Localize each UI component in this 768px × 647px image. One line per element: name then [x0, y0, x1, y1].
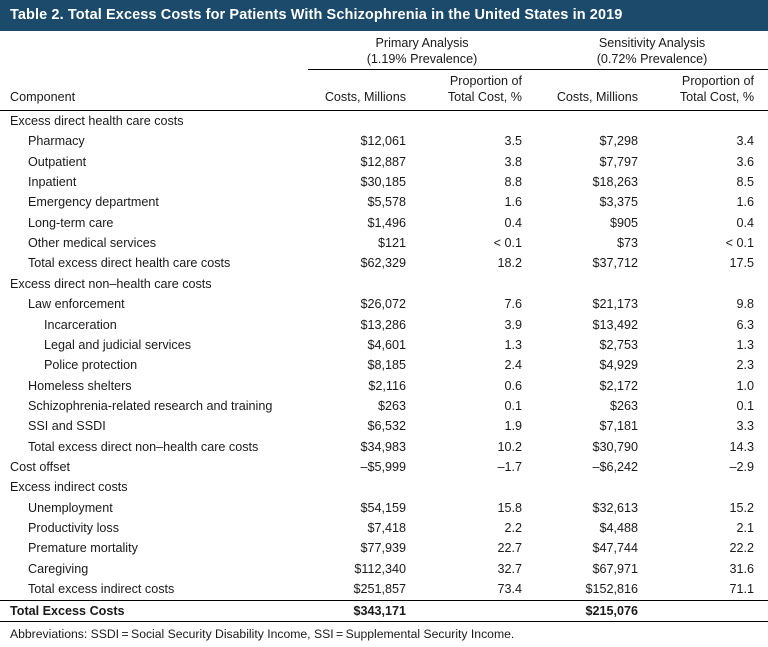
- row-primary-proportion: 1.9: [504, 419, 523, 434]
- column-header-sensitivity-proportion: [652, 70, 768, 110]
- row-sensitivity-proportion: [652, 600, 768, 621]
- row-primary-cost: $251,857: [353, 582, 406, 597]
- row-component-label: Legal and judicial services: [44, 337, 192, 352]
- row-sensitivity-cost: $32,613: [592, 500, 639, 515]
- row-sensitivity-cost: $30,790: [592, 439, 639, 454]
- row-sensitivity-proportion: 3.6: [736, 154, 755, 169]
- row-sensitivity-proportion: [652, 274, 768, 294]
- column-header-primary-proportion: [420, 70, 536, 110]
- row-sensitivity-proportion: 1.6: [736, 195, 755, 210]
- row-sensitivity-cost: $7,181: [599, 419, 639, 434]
- row-sensitivity-cost: $13,492: [592, 317, 639, 332]
- row-sensitivity-proportion: 9.8: [736, 297, 755, 312]
- table-row: [0, 233, 768, 253]
- row-sensitivity-proportion: 0.4: [736, 215, 755, 230]
- table-row: [0, 600, 768, 621]
- row-sensitivity-cost: $215,076: [536, 600, 652, 621]
- row-primary-proportion: [420, 600, 536, 621]
- table-row: [0, 437, 768, 457]
- row-component-label: Outpatient: [28, 154, 87, 169]
- table-row: [0, 396, 768, 416]
- table-row: [0, 457, 768, 477]
- row-component-label: Total excess direct health care costs: [28, 256, 231, 271]
- column-header-sensitivity-costs-line1: Costs, Millions: [556, 90, 639, 105]
- row-primary-proportion: 73.4: [497, 582, 523, 597]
- table-row: [0, 538, 768, 558]
- table-head: [0, 31, 768, 110]
- row-primary-proportion: 3.9: [504, 317, 523, 332]
- row-primary-cost: –$5,999: [360, 460, 406, 475]
- row-sensitivity-proportion: 1.3: [736, 337, 755, 352]
- row-primary-proportion: 18.2: [497, 256, 523, 271]
- row-sensitivity-proportion: [652, 477, 768, 497]
- table-row: [0, 294, 768, 314]
- table-row: [0, 477, 768, 497]
- row-component-label: Incarceration: [44, 317, 117, 332]
- row-sensitivity-cost: $18,263: [592, 175, 639, 190]
- table-row: [0, 253, 768, 273]
- row-sensitivity-cost: $73: [617, 236, 639, 251]
- row-primary-proportion: 7.6: [504, 297, 523, 312]
- row-primary-proportion: [420, 274, 536, 294]
- row-primary-cost: $34,983: [360, 439, 406, 454]
- table-row: [0, 335, 768, 355]
- row-primary-cost: $1,496: [367, 215, 406, 230]
- row-primary-cost: $26,072: [360, 297, 406, 312]
- column-header-primary-costs-line1: Costs, Millions: [324, 90, 406, 105]
- row-sensitivity-proportion: 8.5: [736, 175, 755, 190]
- row-sensitivity-cost: $152,816: [585, 582, 639, 597]
- group-header-primary-line1: Primary Analysis: [375, 36, 469, 50]
- row-sensitivity-proportion: 31.6: [729, 561, 755, 576]
- row-sensitivity-proportion: < 0.1: [725, 236, 755, 251]
- row-primary-proportion: 2.2: [504, 521, 523, 536]
- row-primary-proportion: [420, 110, 536, 131]
- row-sensitivity-proportion: 15.2: [729, 500, 755, 515]
- row-sensitivity-proportion: 3.4: [736, 134, 755, 149]
- row-component-label: Total Excess Costs: [0, 600, 308, 621]
- row-primary-cost: $7,418: [367, 521, 406, 536]
- row-primary-proportion: 32.7: [497, 561, 523, 576]
- group-header-primary-line2: (1.19% Prevalence): [366, 51, 478, 66]
- row-component-label: Excess indirect costs: [10, 480, 128, 495]
- row-primary-cost: $12,887: [360, 154, 406, 169]
- row-primary-proportion: 0.4: [504, 215, 523, 230]
- row-sensitivity-proportion: 1.0: [736, 378, 755, 393]
- row-component-label: Total excess direct non–health care costs: [28, 439, 259, 454]
- row-primary-cost: $54,159: [360, 500, 406, 515]
- table-row: [0, 416, 768, 436]
- table-row: [0, 315, 768, 335]
- group-header-primary-analysis: [308, 31, 536, 70]
- row-primary-cost: $112,340: [354, 561, 406, 576]
- row-primary-proportion: 8.8: [504, 175, 523, 190]
- row-primary-cost: $343,171: [308, 600, 420, 621]
- row-primary-cost: $121: [377, 236, 406, 251]
- column-header-sensitivity-proportion-line1: Proportion of: [681, 74, 755, 89]
- row-sensitivity-proportion: 2.3: [736, 358, 755, 373]
- row-component-label: Homeless shelters: [28, 378, 132, 393]
- row-sensitivity-cost: –$6,242: [592, 460, 639, 475]
- row-primary-proportion: 1.3: [504, 337, 523, 352]
- table-row: [0, 559, 768, 579]
- row-sensitivity-cost: $47,744: [592, 541, 639, 556]
- row-sensitivity-cost: $3,375: [599, 195, 639, 210]
- row-sensitivity-proportion: [652, 110, 768, 131]
- row-primary-cost: $8,185: [367, 358, 406, 373]
- column-header-primary-proportion-line2: Total Cost, %: [447, 90, 523, 105]
- row-sensitivity-proportion: 17.5: [729, 256, 755, 271]
- row-sensitivity-cost: $67,971: [592, 561, 639, 576]
- row-component-label: Caregiving: [28, 561, 89, 576]
- row-primary-cost: [308, 110, 420, 131]
- row-component-label: Productivity loss: [28, 521, 119, 536]
- column-header-primary-proportion-line1: Proportion of: [449, 74, 523, 89]
- row-primary-proportion: 15.8: [497, 500, 523, 515]
- row-component-label: Unemployment: [28, 500, 113, 515]
- row-component-label: Premature mortality: [28, 541, 138, 556]
- group-header-sensitivity-line1: Sensitivity Analysis: [598, 36, 706, 50]
- row-component-label: SSI and SSDI: [28, 419, 106, 434]
- row-component-label: Excess direct health care costs: [10, 113, 184, 128]
- row-primary-cost: $30,185: [360, 175, 406, 190]
- row-sensitivity-proportion: 3.3: [736, 419, 755, 434]
- row-sensitivity-cost: [536, 274, 652, 294]
- row-component-label: Law enforcement: [28, 297, 125, 312]
- row-primary-cost: $12,061: [360, 134, 406, 149]
- row-sensitivity-proportion: 22.2: [729, 541, 755, 556]
- row-component-label: Cost offset: [10, 460, 70, 475]
- row-sensitivity-cost: [536, 110, 652, 131]
- row-sensitivity-cost: [536, 477, 652, 497]
- row-sensitivity-cost: $4,488: [599, 521, 639, 536]
- table-row: [0, 110, 768, 131]
- row-component-label: Total excess indirect costs: [28, 582, 175, 597]
- table-row: [0, 518, 768, 538]
- row-component-label: Emergency department: [28, 195, 159, 210]
- table-row: [0, 152, 768, 172]
- row-component-label: Schizophrenia-related research and training: [28, 398, 273, 413]
- row-component-label: Police protection: [44, 358, 138, 373]
- row-component-label: Excess direct non–health care costs: [10, 276, 212, 291]
- table-body: [0, 110, 768, 620]
- row-primary-cost: $77,939: [360, 541, 406, 556]
- row-primary-cost: [308, 274, 420, 294]
- row-sensitivity-proportion: 71.1: [729, 582, 755, 597]
- row-primary-proportion: 0.1: [504, 398, 523, 413]
- column-header-primary-costs: [308, 70, 420, 110]
- row-component-label: Long-term care: [28, 215, 114, 230]
- table-row: [0, 131, 768, 151]
- row-primary-cost: $62,329: [360, 256, 406, 271]
- row-primary-proportion: [420, 477, 536, 497]
- row-sensitivity-cost: $263: [609, 398, 639, 413]
- table-row: [0, 579, 768, 600]
- group-header-row: [0, 31, 768, 70]
- table-row: [0, 213, 768, 233]
- row-primary-cost: $263: [377, 398, 406, 413]
- row-sensitivity-cost: $4,929: [599, 358, 639, 373]
- group-header-sensitivity-line2: (0.72% Prevalence): [596, 51, 708, 66]
- row-sensitivity-cost: $2,172: [599, 378, 639, 393]
- row-primary-cost: $6,532: [367, 419, 406, 434]
- row-sensitivity-cost: $905: [609, 215, 639, 230]
- row-sensitivity-proportion: 6.3: [736, 317, 755, 332]
- row-primary-proportion: < 0.1: [493, 236, 523, 251]
- row-primary-proportion: 1.6: [504, 195, 523, 210]
- group-header-spacer: [0, 31, 308, 70]
- table-footnote: Abbreviations: SSDI = Social Security Disability Income, SSI = Supplemental Security Income.: [0, 621, 768, 647]
- table-row: [0, 376, 768, 396]
- column-header-sensitivity-proportion-line2: Total Cost, %: [679, 90, 755, 105]
- row-primary-cost: $13,286: [360, 317, 406, 332]
- table-row: [0, 498, 768, 518]
- table-row: [0, 274, 768, 294]
- row-sensitivity-proportion: 14.3: [729, 439, 755, 454]
- row-primary-cost: $4,601: [367, 337, 406, 352]
- row-primary-proportion: –1.7: [497, 460, 523, 475]
- row-primary-proportion: 3.8: [504, 154, 523, 169]
- row-component-label: Pharmacy: [28, 134, 85, 149]
- row-primary-proportion: 2.4: [504, 358, 523, 373]
- row-sensitivity-proportion: 0.1: [736, 398, 755, 413]
- row-sensitivity-cost: $7,298: [599, 134, 639, 149]
- table-row: [0, 172, 768, 192]
- row-sensitivity-proportion: 2.1: [736, 521, 755, 536]
- row-primary-cost: $2,116: [368, 378, 406, 393]
- excess-costs-table: [0, 31, 768, 621]
- row-primary-proportion: 3.5: [504, 134, 523, 149]
- table-row: [0, 355, 768, 375]
- row-primary-proportion: 0.6: [504, 378, 523, 393]
- row-primary-proportion: 22.7: [497, 541, 523, 556]
- row-sensitivity-cost: $7,797: [599, 154, 639, 169]
- table-row: [0, 192, 768, 212]
- column-header-row: [0, 70, 768, 110]
- column-header-component: Component: [0, 70, 308, 110]
- group-header-sensitivity-analysis: [536, 31, 768, 70]
- row-primary-proportion: 10.2: [497, 439, 523, 454]
- row-primary-cost: [308, 477, 420, 497]
- row-sensitivity-cost: $37,712: [592, 256, 639, 271]
- column-header-sensitivity-costs: [536, 70, 652, 110]
- row-component-label: Inpatient: [28, 175, 77, 190]
- row-sensitivity-proportion: –2.9: [729, 460, 755, 475]
- row-sensitivity-cost: $21,173: [592, 297, 639, 312]
- row-sensitivity-cost: $2,753: [599, 337, 639, 352]
- row-primary-cost: $5,578: [367, 195, 406, 210]
- table-title: Table 2. Total Excess Costs for Patients With Schizophrenia in the United States in 2019: [0, 0, 768, 31]
- row-component-label: Other medical services: [28, 236, 157, 251]
